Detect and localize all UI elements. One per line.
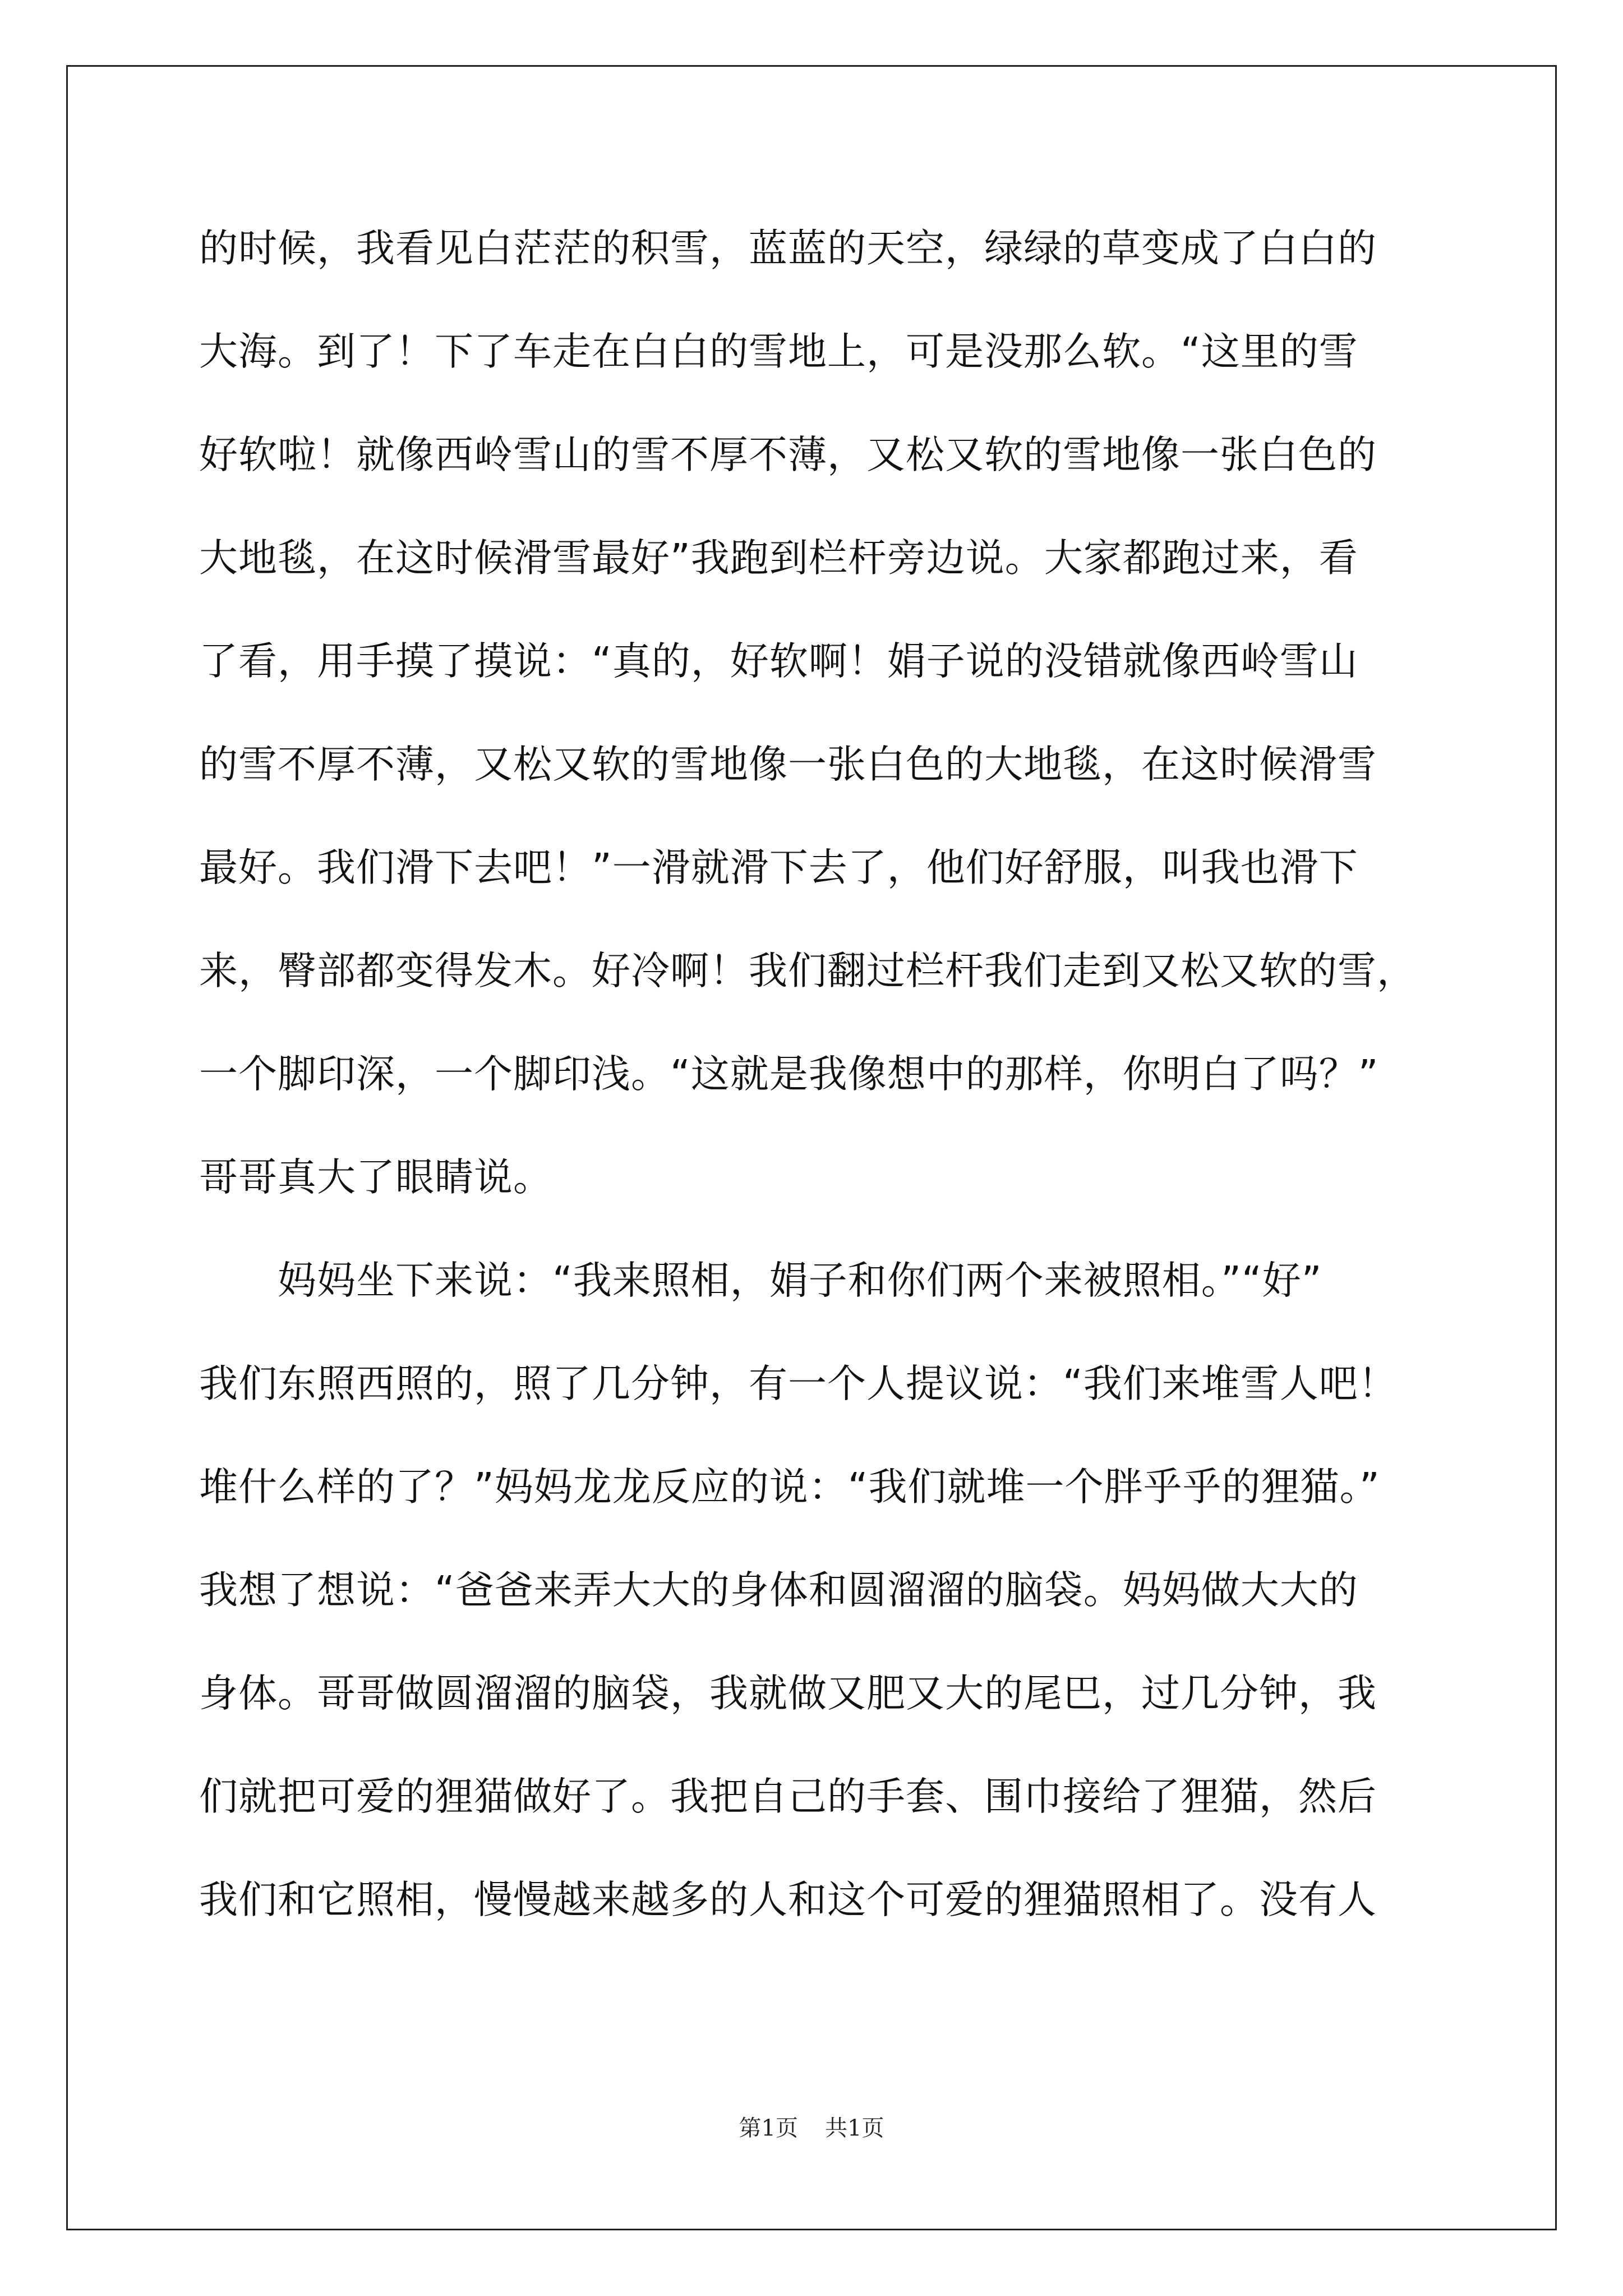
text-line: 身体。哥哥做圆溜溜的脑袋，我就做又肥又大的尾巴，过几分钟，我 <box>199 1671 1377 1716</box>
text-line: 大地毯，在这时候滑雪最好”我跑到栏杆旁边说。大家都跑过来，看 <box>199 536 1358 581</box>
text-line: 一个脚印深，一个脚印浅。“这就是我像想中的那样，你明白了吗？” <box>199 1052 1379 1097</box>
text-line: 妈妈坐下来说：“我来照相，娟子和你们两个来被照相。”“好” <box>199 1258 1322 1303</box>
text-line: 堆什么样的了？”妈妈龙龙反应的说：“我们就堆一个胖乎乎的狸猫。” <box>199 1465 1380 1510</box>
text-line: 我们东照西照的，照了几分钟，有一个人提议说：“我们来堆雪人吧！ <box>199 1361 1398 1406</box>
text-line: 好软啦！就像西岭雪山的雪不厚不薄，又松又软的雪地像一张白色的 <box>199 432 1377 477</box>
text-line: 我们和它照相，慢慢越来越多的人和这个可爱的狸猫照相了。没有人 <box>199 1878 1377 1922</box>
page-footer <box>0 2110 1623 2142</box>
text-line: 了看，用手摸了摸说：“真的，好软啊！娟子说的没错就像西岭雪山 <box>199 639 1358 684</box>
text-line: 们就把可爱的狸猫做好了。我把自己的手套、围巾接给了狸猫，然后 <box>199 1774 1377 1819</box>
page-number: 第1页 <box>739 2115 798 2141</box>
text-line: 的时候，我看见白茫茫的积雪，蓝蓝的天空，绿绿的草变成了白白的 <box>199 226 1377 271</box>
text-line: 我想了想说：“爸爸来弄大大的身体和圆溜溜的脑袋。妈妈做大大的 <box>199 1568 1358 1613</box>
text-line: 最好。我们滑下去吧！”一滑就滑下去了，他们好舒服，叫我也滑下 <box>199 845 1358 890</box>
text-line: 的雪不厚不薄，又松又软的雪地像一张白色的大地毯，在这时候滑雪 <box>199 742 1377 787</box>
page-total: 共1页 <box>825 2115 884 2141</box>
text-line: 大海。到了！下了车走在白白的雪地上，可是没那么软。“这里的雪 <box>199 329 1358 374</box>
text-line: 哥哥真大了眼睛说。 <box>199 1155 552 1200</box>
text-line: 来，臀部都变得发木。好冷啊！我们翻过栏杆我们走到又松又软的雪， <box>199 949 1416 993</box>
